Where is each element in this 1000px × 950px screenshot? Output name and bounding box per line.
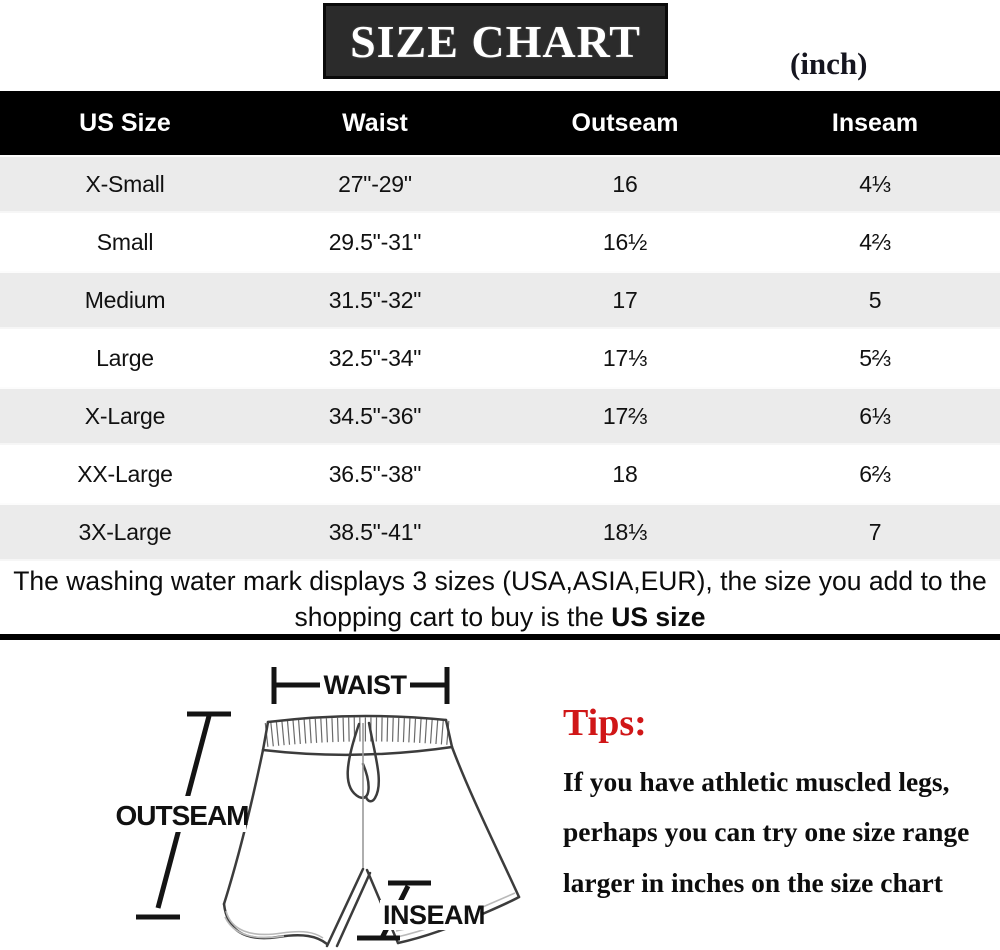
cell-outseam: 18⅓ <box>602 518 648 545</box>
cell-us-size: X-Small <box>85 170 165 197</box>
col-header-us-size: US Size <box>79 108 171 137</box>
cell-waist: 32.5"-34" <box>328 344 422 371</box>
outseam-label: OUTSEAM <box>115 800 249 831</box>
cell-us-size: 3X-Large <box>78 518 172 545</box>
cell-inseam: 5 <box>868 286 882 313</box>
cell-outseam: 17⅔ <box>602 402 648 429</box>
table-row <box>0 445 1000 503</box>
cell-waist: 36.5"-38" <box>328 460 422 487</box>
cell-inseam: 4⅔ <box>859 228 891 255</box>
cell-outseam: 17 <box>612 286 638 313</box>
table-row <box>0 155 1000 213</box>
cell-inseam: 4⅓ <box>859 170 891 197</box>
cell-us-size: Medium <box>84 286 166 313</box>
tips-section <box>563 703 995 896</box>
cell-outseam: 17⅓ <box>602 344 648 371</box>
table-header-row <box>0 91 1000 155</box>
tips-line: larger in inches on the size chart <box>563 866 943 898</box>
tips-line: If you have athletic muscled legs, <box>563 765 950 797</box>
tips-line: perhaps you can try one size range <box>563 816 970 848</box>
cell-us-size: Small <box>96 228 154 255</box>
table-row <box>0 387 1000 445</box>
cell-outseam: 16 <box>612 170 638 197</box>
cell-outseam: 16½ <box>602 228 648 255</box>
shorts-diagram <box>0 640 560 950</box>
table-row <box>0 271 1000 329</box>
cell-inseam: 6⅓ <box>859 402 891 429</box>
cell-inseam: 5⅔ <box>859 344 891 371</box>
cell-outseam: 18 <box>612 460 638 487</box>
note-line-2 <box>0 599 1000 635</box>
inseam-label: INSEAM <box>383 900 486 930</box>
cell-us-size: Large <box>96 344 154 371</box>
cell-us-size: XX-Large <box>77 460 173 487</box>
note-line-1: The washing water mark displays 3 sizes (USA,ASIA,EUR), the size you add to the <box>13 566 987 596</box>
washing-mark-note <box>0 563 1000 635</box>
size-chart-title-banner <box>323 3 668 79</box>
page-title: SIZE CHART <box>350 15 641 67</box>
size-table <box>0 155 1000 561</box>
note-us-size-emphasis: US size <box>611 602 706 632</box>
cell-waist: 29.5"-31" <box>328 228 422 255</box>
cell-waist: 34.5"-36" <box>328 402 422 429</box>
unit-label: (inch) <box>790 46 868 81</box>
col-header-waist: Waist <box>342 108 408 137</box>
col-header-outseam: Outseam <box>571 108 679 137</box>
cell-us-size: X-Large <box>84 402 166 429</box>
table-row <box>0 329 1000 387</box>
cell-inseam: 7 <box>868 518 882 545</box>
col-header-inseam: Inseam <box>831 108 919 137</box>
waist-label: WAIST <box>323 670 407 700</box>
cell-waist: 31.5"-32" <box>328 286 422 313</box>
table-row <box>0 503 1000 561</box>
table-row <box>0 213 1000 271</box>
note-line-2-text: shopping cart to buy is the <box>294 602 612 632</box>
cell-waist: 38.5"-41" <box>328 518 422 545</box>
cell-inseam: 6⅔ <box>859 460 891 487</box>
tips-heading: Tips: <box>563 702 647 744</box>
cell-waist: 27"-29" <box>338 170 412 197</box>
